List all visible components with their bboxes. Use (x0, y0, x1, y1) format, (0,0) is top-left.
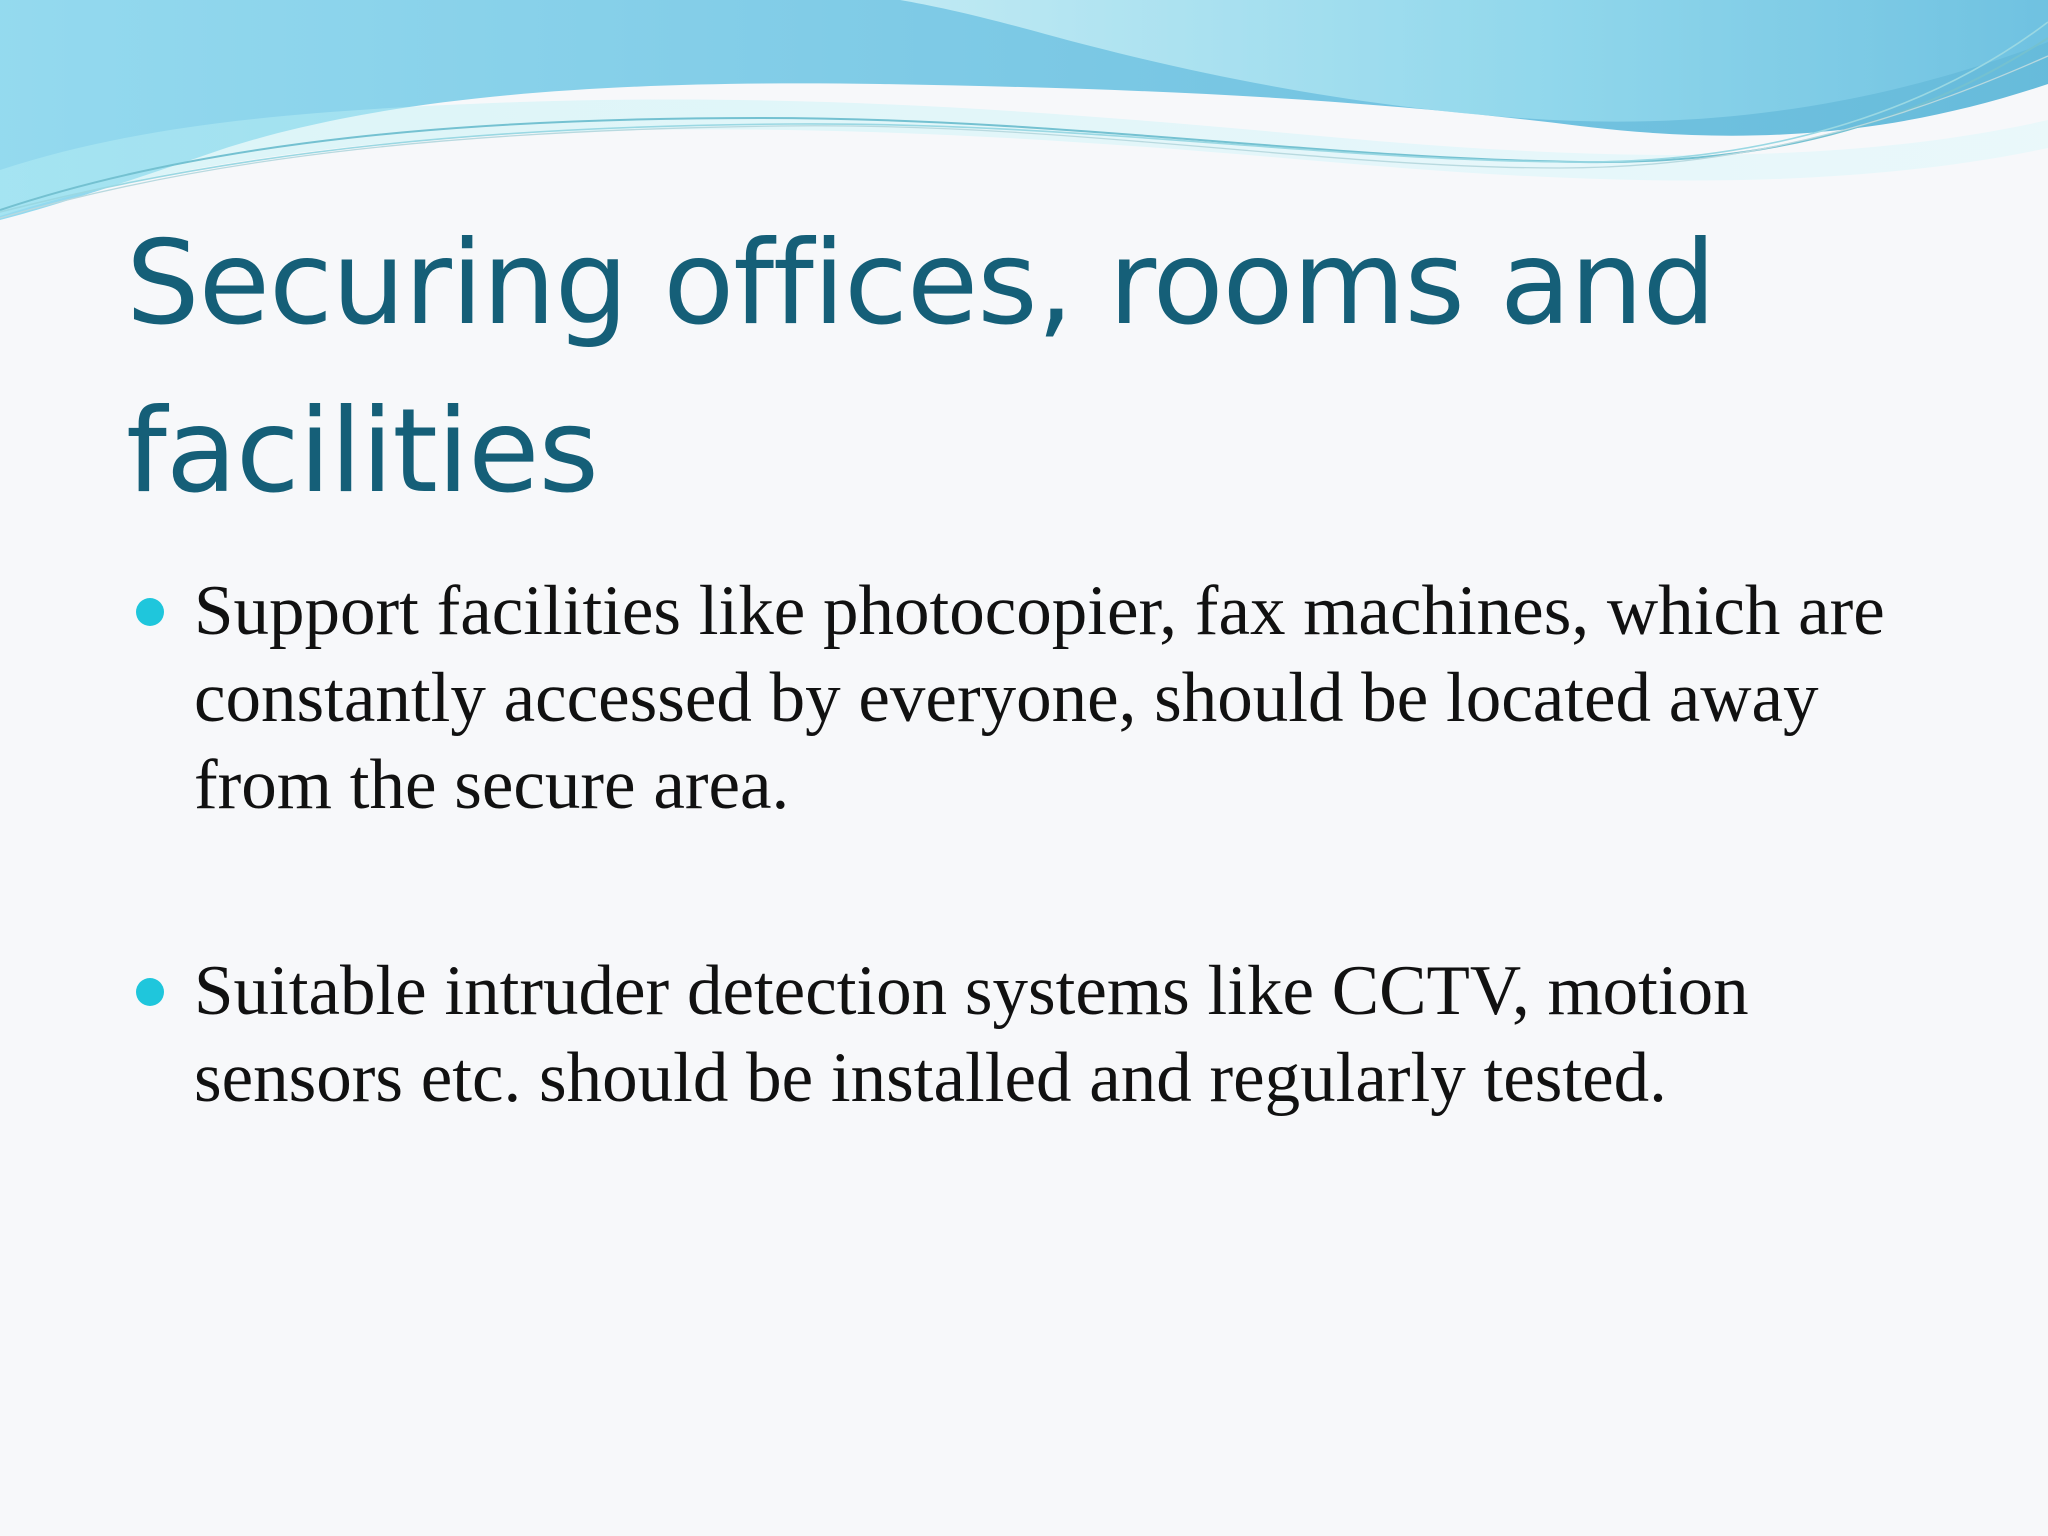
bullet-list (136, 568, 1956, 1122)
bullet-dot-icon (136, 598, 164, 626)
bullet-item-intruder-detection (136, 948, 1956, 1122)
bullet-dot-icon (136, 978, 164, 1006)
bullet-text-intruder-detection: Suitable intruder detection systems like CCTV, motion sensors etc. should be installed and regularly tested. (194, 952, 1749, 1117)
bullet-item-support-facilities (136, 568, 1956, 829)
bullet-text-support-facilities: Support facilities like photocopier, fax machines, which are constantly accessed by everyone, should be located away from the secure area. (194, 572, 1885, 824)
slide-title: Securing offices, rooms and facilities (126, 216, 1716, 519)
